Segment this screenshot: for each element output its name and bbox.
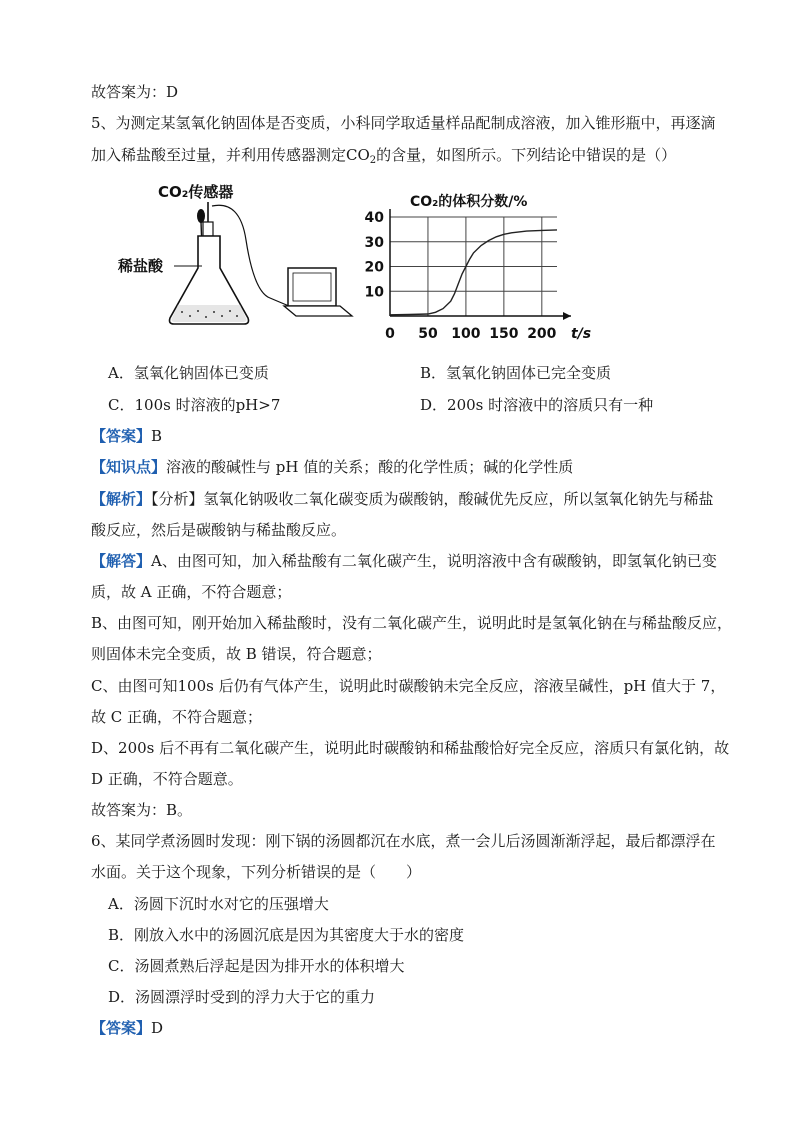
laptop-keyboard: [284, 306, 352, 316]
q6-option-b: B．刚放入水中的汤圆沉底是因为其密度大于水的密度: [108, 926, 465, 944]
solution-line8: D 正确，不符合题意。: [91, 770, 243, 788]
chart-axes: [390, 209, 571, 320]
analysis-line1: [91, 489, 714, 509]
knowledge-tag: 【知识点】: [91, 458, 167, 476]
solution-line7: D、200s 后不再有二氧化碳产生，说明此时碳酸钠和稀盐酸恰好完全反应，溶质只有氯化钠，故: [91, 739, 730, 757]
acid-label: 稀盐酸: [118, 257, 164, 275]
apparatus-and-chart: [112, 180, 592, 345]
co2-chart: [365, 193, 592, 342]
analysis-line2: 酸反应，然后是碳酸钠与稀盐酸反应。: [91, 521, 347, 539]
y-tick-label: 30: [364, 234, 384, 251]
answer6-value: D: [151, 1019, 164, 1037]
question-5-figure: [112, 180, 592, 345]
co2-curve: [390, 230, 557, 315]
q6-option-a: A．汤圆下沉时水对它的压强增大: [108, 895, 329, 913]
solution-line5: C、由图可知100s 后仍有气体产生，说明此时碳酸钠未完全反应，溶液呈碱性，pH 值大于 7，: [91, 677, 726, 695]
x-tick-label: 50: [418, 326, 438, 342]
option-b: B．氢氧化钠固体已完全变质: [420, 364, 612, 382]
answer-tag: 【答案】: [91, 427, 152, 445]
x-tick-label: 0: [385, 326, 395, 342]
stem-text-post: 的含量，如图所示。下列结论中错误的是（）: [376, 146, 677, 164]
final-answer-5: 故答案为：B。: [91, 801, 193, 819]
solution-line3: B、由图可知，刚开始加入稀盐酸时，没有二氧化碳产生，说明此时是氢氧化钠在与稀盐酸反应，: [91, 614, 733, 632]
co2-subscript: 2: [369, 155, 377, 166]
analysis-tag: 【解析】: [91, 490, 152, 508]
answer-value: B: [151, 427, 163, 445]
option-a: A．氢氧化钠固体已变质: [108, 364, 269, 382]
x-tick-label: 100: [451, 326, 481, 342]
q6-option-c: C．汤圆煮熟后浮起是因为排开水的体积增大: [108, 957, 405, 975]
sensor-label: CO₂传感器: [158, 183, 234, 201]
solution-line6: 故 C 正确，不符合题意；: [91, 708, 263, 726]
flask-solution: [172, 305, 247, 322]
previous-answer: 故答案为：D: [91, 83, 179, 101]
apparatus-diagram: [117, 183, 352, 324]
answer6-line: [91, 1018, 163, 1038]
x-tick-label: 150: [489, 326, 519, 342]
solution-text: A、由图可知，加入稀盐酸有二氧化碳产生，说明溶液中含有碳酸钠，即氢氧化钠已变: [151, 552, 717, 570]
question-5-stem-line2: [91, 145, 676, 171]
question-5-stem-line1: 5、为测定某氢氧化钠固体是否变质，小科同学取适量样品配制成溶液，加入锥形瓶中，再逐滴: [91, 114, 716, 132]
chart-title: CO₂的体积分数/%: [410, 194, 528, 210]
option-d: D．200s 时溶液中的溶质只有一种: [420, 396, 654, 414]
solution-line2: 质，故 A 正确，不符合题意；: [91, 583, 292, 601]
dropper-bulb: [197, 209, 205, 223]
y-tick-label: 20: [364, 259, 384, 276]
x-axis-label: t/s: [571, 326, 592, 342]
y-tick-label: 40: [364, 210, 384, 226]
stopper: [203, 222, 213, 236]
chart-grid: [390, 217, 557, 316]
y-tick-label: 10: [364, 284, 384, 301]
answer6-tag: 【答案】: [91, 1019, 152, 1037]
knowledge-point-line: [91, 457, 573, 477]
option-c: C．100s 时溶液的pH>7: [108, 396, 281, 414]
stem-text-pre: 加入稀盐酸至过量，并利用传感器测定CO: [91, 146, 370, 164]
answer-line: [91, 426, 162, 446]
question-6-stem-line1: 6、某同学煮汤圆时发现：刚下锅的汤圆都沉在水底，煮一会儿后汤圆渐渐浮起，最后都漂浮在: [91, 832, 716, 850]
analysis-text: 【分析】氢氧化钠吸收二氧化碳变质为碳酸钠，酸碱优先反应，所以氢氧化钠先与稀盐: [151, 490, 714, 508]
question-6-stem-line2: 水面。关于这个现象，下列分析错误的是（ ）: [91, 863, 422, 881]
x-axis-arrow: [563, 312, 571, 320]
solution-tag: 【解答】: [91, 552, 152, 570]
q6-option-d: D．汤圆漂浮时受到的浮力大于它的重力: [108, 988, 376, 1006]
x-tick-label: 200: [527, 326, 557, 342]
laptop-display: [293, 273, 331, 301]
solution-line1: [91, 551, 717, 571]
solution-line4: 则固体未完全变质，故 B 错误，符合题意；: [91, 645, 382, 663]
knowledge-text: 溶液的酸碱性与 pH 值的关系；酸的化学性质；碱的化学性质: [166, 458, 574, 476]
